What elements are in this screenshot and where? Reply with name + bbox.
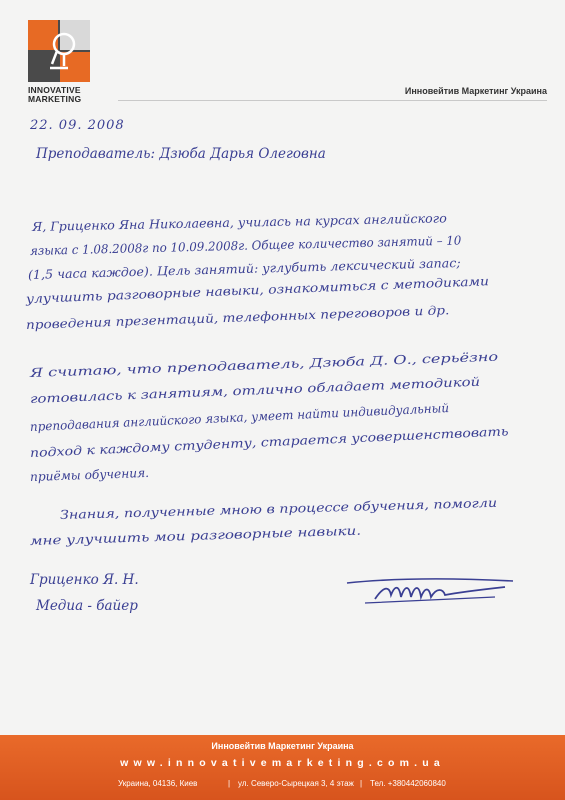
body-line: Я считаю, что преподаватель, Дзюба Д. О., серьёзно — [29, 349, 499, 380]
body-line: улучшить разговорные навыки, ознакомиться с методиками — [25, 274, 490, 306]
body-line: готовилась к занятиям, отлично обладает методикой — [29, 374, 481, 406]
body-line: проведения презентаций, телефонных переговоров и др. — [25, 303, 450, 332]
letter-date: 22. 09. 2008 — [30, 118, 125, 133]
body-line: преподавания английского языка, умеет найти индивидуальный — [29, 400, 450, 434]
body-line: приёмы обучения. — [29, 465, 150, 484]
body-line: Я, Гриценко Яна Николаевна, училась на курсах английского — [31, 211, 447, 234]
logo-text: INNOVATIVE MARKETING — [28, 85, 82, 104]
signer-position: Медиа - байер — [36, 598, 138, 614]
footer-address-city: Украина, 04136, Киев — [118, 779, 198, 788]
footer-address-divider: | — [228, 779, 231, 788]
body-line: Знания, полученные мною в процессе обучения, помогли — [59, 495, 498, 522]
teacher-line: Преподаватель: Дзюба Дарья Олеговна — [36, 146, 326, 162]
footer-website: www.innovativemarketing.com.ua — [120, 757, 445, 769]
header-company-name: Инновейтив Маркетинг Украина — [404, 86, 547, 96]
body-line: языка с 1.08.2008г по 10.09.2008г. Общее количество занятий – 10 — [29, 233, 462, 258]
body-line: (1,5 часа каждое). Цель занятий: углубить лексический запас; — [27, 255, 461, 282]
footer-address-street: ул. Северо-Сырецкая 3, 4 этаж — [238, 779, 354, 788]
handwritten-signature — [345, 565, 520, 615]
body-line: подход к каждому студенту, старается усовершенствовать — [29, 424, 509, 460]
footer-bar — [0, 735, 565, 800]
signer-name: Гриценко Я. Н. — [30, 572, 139, 588]
header-divider — [118, 100, 547, 101]
footer-company-name: Инновейтив Маркетинг Украина — [211, 741, 354, 751]
company-logo — [28, 20, 90, 82]
body-line: мне улучшить мои разговорные навыки. — [29, 523, 362, 548]
footer-phone: Тел. +380442060840 — [370, 779, 446, 788]
footer-address-divider: | — [360, 779, 363, 788]
